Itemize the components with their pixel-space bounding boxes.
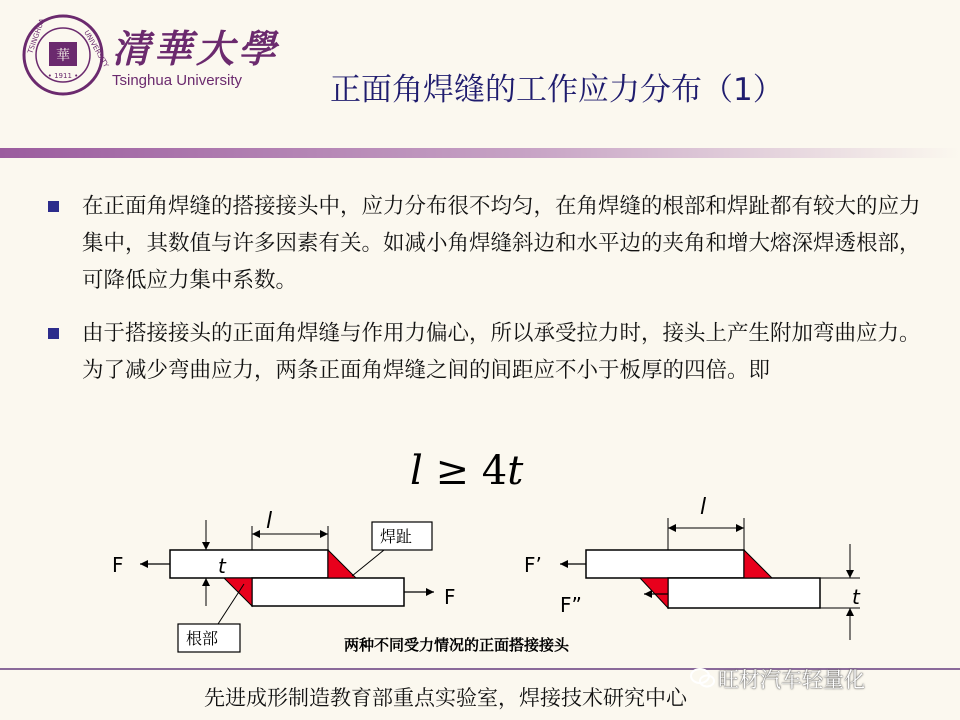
svg-text:• 1911 •: • 1911 • (47, 72, 79, 80)
bullet-text: 在正面角焊缝的搭接接头中，应力分布很不均匀，在角焊缝的根部和焊趾都有较大的应力集中，其数值与许多因素有关。如减小角焊缝斜边和水平边的夹角和增大熔深焊透根部，可降低应力集中系数。 (82, 194, 921, 293)
left-thickness-label: t (218, 554, 226, 578)
left-lap-joint (112, 509, 456, 652)
bullet-list (48, 188, 928, 405)
weld-root-label: 根部 (186, 629, 219, 648)
diagram-caption: 两种不同受力情况的正面搭接接头 (344, 636, 570, 654)
left-force-left-label: F (112, 553, 124, 577)
right-thickness-label: t (852, 585, 860, 609)
university-logo-english: Tsinghua University (112, 72, 243, 89)
footer-text: 先进成形制造教育部重点实验室，焊接技术研究中心 (204, 686, 687, 710)
formula (410, 448, 523, 494)
svg-text:TSINGHUA: TSINGHUA (26, 17, 47, 55)
weld-toe-label: 焊趾 (380, 527, 413, 546)
bullet-item (48, 188, 928, 299)
left-length-label: l (266, 509, 273, 534)
svg-text:華: 華 (56, 48, 70, 64)
right-force-top-label: F’ (524, 553, 542, 577)
right-lap-joint (524, 495, 861, 640)
wechat-icon (690, 667, 716, 689)
formula-lhs: l (410, 448, 423, 494)
bullet-item (48, 315, 928, 389)
left-force-right-label: F (444, 585, 456, 609)
bullet-text: 由于搭接接头的正面角焊缝与作用力偏心，所以承受拉力时，接头上产生附加弯曲应力。为了减少弯曲应力，两条正面角焊缝之间的间距应不小于板厚的四倍。即 (82, 321, 921, 383)
watermark-text: 旺材汽车轻量化 (718, 668, 865, 692)
square-bullet-icon (48, 328, 59, 339)
formula-rhs: t (507, 448, 524, 494)
slide-title: 正面角焊缝的工作应力分布（1） (330, 72, 784, 108)
right-force-bottom-label: F” (560, 593, 582, 617)
title-divider-bar (0, 144, 960, 164)
university-logo-chinese: 清華大學 (112, 26, 281, 71)
formula-operator: ≥ (435, 448, 470, 494)
square-bullet-icon (48, 201, 59, 212)
svg-text:UNIVERSITY: UNIVERSITY (82, 29, 110, 69)
tsinghua-seal-icon (22, 14, 110, 96)
right-length-label: l (700, 495, 707, 520)
slide-header (0, 0, 960, 150)
formula-coefficient: 4 (481, 448, 508, 494)
